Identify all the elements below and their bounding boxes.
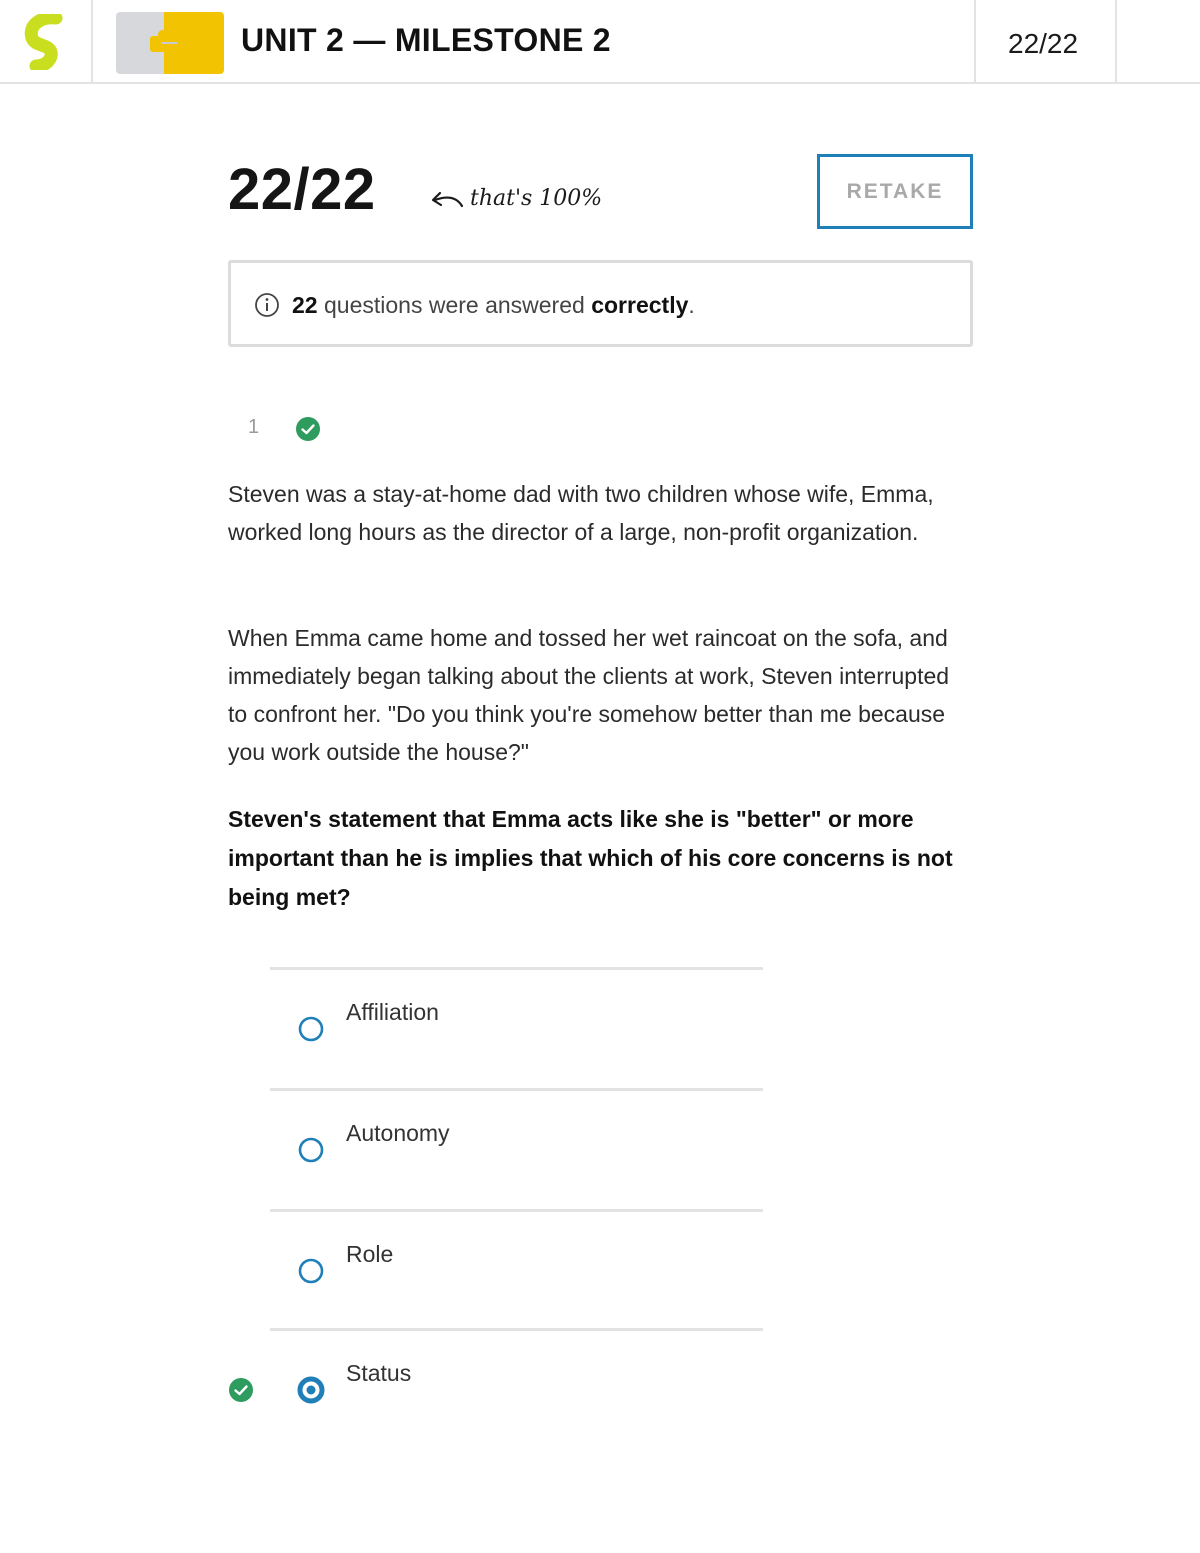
question-paragraph: When Emma came home and tossed her wet raincoat on the sofa, and immediately began talking about the clients at work, Steven interrupted to confront her. "Do you think you're somehow better than me because you work outside the house?": [228, 625, 950, 765]
answer-option[interactable]: [270, 1209, 763, 1329]
question-number: 1: [248, 416, 260, 438]
score-display: 22/22: [228, 157, 376, 222]
question-prompt: Steven's statement that Emma acts like she is "better" or more important than he is implies that which of his core concerns is not being met?: [228, 806, 953, 910]
milestone-title: UNIT 2 — MILESTONE 2: [241, 22, 611, 58]
results-summary-text: [292, 292, 695, 319]
answer-option-selected[interactable]: [270, 1328, 763, 1448]
retake-button[interactable]: RETAKE: [817, 154, 973, 229]
radio-unselected-icon[interactable]: [297, 1015, 325, 1043]
score-hint-text: that's 100%: [470, 186, 603, 211]
answer-option-label: Role: [346, 1241, 394, 1267]
check-circle-icon: [295, 416, 321, 442]
header-score: 22/22: [1008, 28, 1079, 59]
logo-cell[interactable]: [0, 0, 93, 84]
answer-option[interactable]: [270, 967, 763, 1087]
results-info-box: [228, 260, 973, 347]
answer-option-label: Affiliation: [346, 999, 439, 1025]
header-score-cell: [974, 0, 1117, 84]
summary-emphasis: correctly: [591, 292, 689, 318]
top-header-bar: [0, 0, 1200, 84]
answer-option-label: Status: [346, 1360, 412, 1386]
radio-unselected-icon[interactable]: [297, 1136, 325, 1164]
answer-option-label: Autonomy: [346, 1120, 450, 1146]
puzzle-thumbnail-icon: [116, 12, 224, 74]
radio-selected-icon[interactable]: [297, 1376, 325, 1404]
radio-unselected-icon[interactable]: [297, 1257, 325, 1285]
summary-middle: questions were answered: [317, 292, 592, 318]
correct-answer-check-icon: [228, 1377, 254, 1403]
summary-end: .: [688, 292, 695, 318]
question-paragraph: Steven was a stay-at-home dad with two children whose wife, Emma, worked long hours as the director of a large, non-profit organization.: [228, 481, 934, 545]
correct-count: 22: [292, 292, 318, 318]
answer-option[interactable]: [270, 1088, 763, 1208]
curved-arrow-left-icon: [430, 190, 464, 214]
sophia-logo-icon[interactable]: [22, 14, 70, 70]
info-icon: [254, 292, 280, 318]
